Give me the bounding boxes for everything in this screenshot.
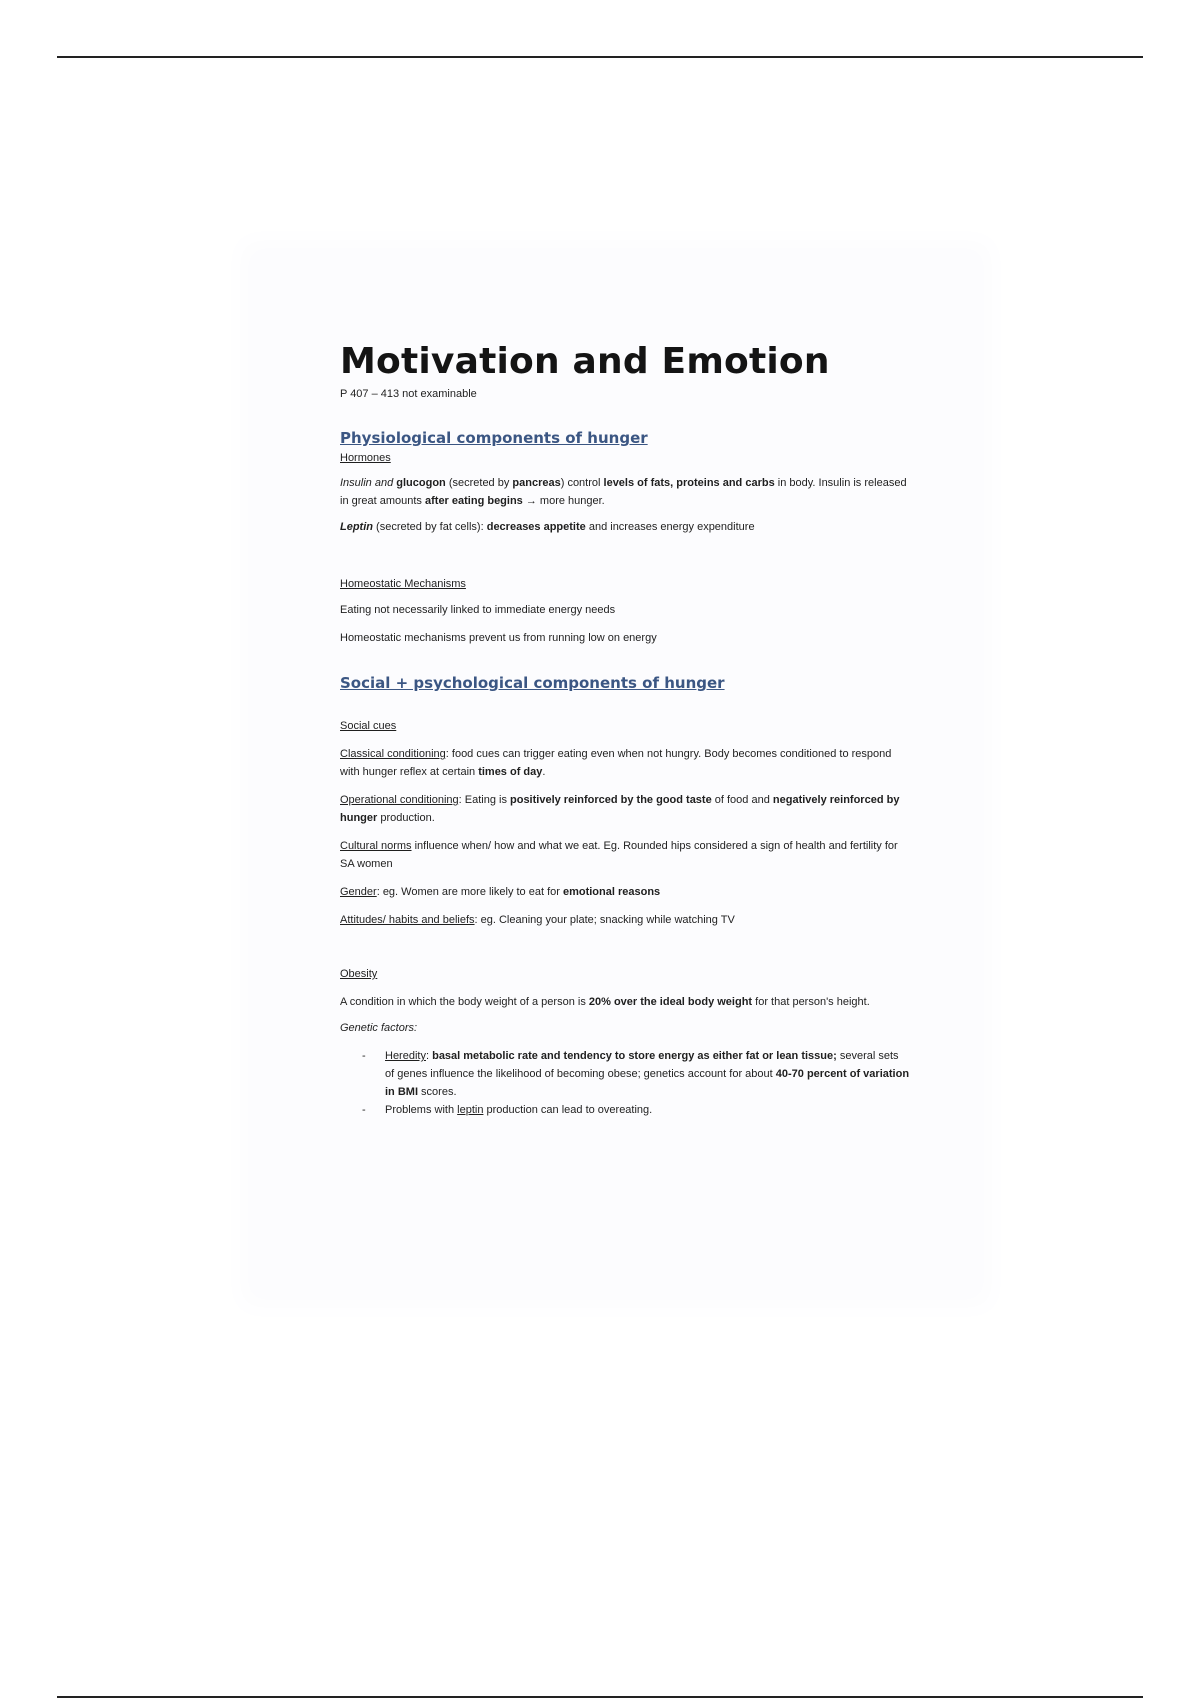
bottom-rule bbox=[57, 1696, 1143, 1698]
text-bold: times of day bbox=[478, 766, 543, 778]
text-span: scores. bbox=[418, 1086, 457, 1098]
leptin-paragraph bbox=[340, 518, 910, 536]
term-leptin: leptin bbox=[457, 1104, 484, 1116]
text-span: (secreted by fat cells): bbox=[373, 521, 487, 533]
text-bold: levels of fats, proteins and carbs bbox=[603, 477, 775, 489]
text-span: ) control bbox=[560, 477, 604, 489]
text-span: (secreted by bbox=[445, 477, 513, 489]
social-cues-label: Social cues bbox=[340, 720, 397, 732]
section-heading-physiological: Physiological components of hunger bbox=[340, 429, 648, 447]
text-bold: after eating begins bbox=[425, 495, 523, 507]
genetic-factors-label: Genetic factors: bbox=[340, 1022, 418, 1034]
text-span: : eg. Cleaning your plate; snacking while watching TV bbox=[474, 914, 735, 926]
document-title: Motivation and Emotion bbox=[340, 341, 830, 382]
text-span: : food cues can trigger eating even when not hungry. Body becomes conditioned to respond with hunger reflex at certain bbox=[340, 748, 892, 778]
section-heading-social: Social + psychological components of hunger bbox=[340, 674, 725, 692]
term-leptin: Leptin bbox=[340, 521, 373, 533]
obesity-definition bbox=[340, 993, 910, 1011]
term-insulin: Insulin bbox=[340, 477, 372, 489]
obesity-label: Obesity bbox=[340, 968, 378, 980]
term-cultural-norms: Cultural norms bbox=[340, 840, 412, 852]
term-attitudes: Attitudes/ habits and beliefs bbox=[340, 914, 475, 926]
text-bold: 20% over the ideal body weight bbox=[588, 996, 753, 1008]
text-bold: negatively reinforced by hunger bbox=[340, 794, 900, 824]
text-bold: emotional reasons bbox=[562, 886, 661, 898]
text-span: : Eating is bbox=[458, 794, 510, 806]
text-span: . bbox=[542, 766, 546, 778]
text-bold: basal metabolic rate and tendency to store energy as either fat or lean tissue; bbox=[432, 1050, 837, 1062]
hormones-label: Hormones bbox=[340, 452, 391, 464]
cultural-norms-paragraph bbox=[340, 837, 910, 873]
term-pancreas: pancreas bbox=[512, 477, 561, 489]
homeostatic-paragraph-1: Eating not necessarily linked to immediate energy needs bbox=[340, 604, 616, 616]
text-span: in body. Insulin is released in great amounts bbox=[340, 477, 907, 507]
text-span: : bbox=[425, 1050, 433, 1062]
attitudes-paragraph bbox=[340, 911, 910, 929]
term-heredity: Heredity bbox=[385, 1050, 426, 1062]
text-and: and bbox=[371, 477, 397, 489]
text-span: influence when/ how and what we eat. Eg. Rounded hips considered a sign of health and fertility for SA women bbox=[340, 840, 898, 870]
text-span: : eg. Women are more likely to eat for bbox=[376, 886, 563, 898]
genetic-factors-list bbox=[340, 1047, 910, 1119]
text-span: Problems with bbox=[385, 1104, 458, 1116]
term-gender: Gender bbox=[340, 886, 377, 898]
term-glucogon: glucogon bbox=[396, 477, 446, 489]
list-item bbox=[362, 1101, 910, 1119]
text-span: production can lead to overeating. bbox=[483, 1104, 653, 1116]
list-item bbox=[362, 1047, 910, 1101]
text-span: → more hunger. bbox=[522, 495, 605, 507]
section-social bbox=[340, 673, 910, 1119]
document-body bbox=[340, 340, 910, 1119]
document-subtitle: P 407 – 413 not examinable bbox=[340, 388, 477, 400]
term-operational-conditioning: Operational conditioning bbox=[340, 794, 459, 806]
classical-conditioning-paragraph bbox=[340, 745, 910, 781]
homeostatic-label: Homeostatic Mechanisms bbox=[340, 578, 466, 590]
text-span: and increases energy expenditure bbox=[585, 521, 755, 533]
homeostatic-paragraph-2: Homeostatic mechanisms prevent us from running low on energy bbox=[340, 632, 657, 644]
text-span: for that person's height. bbox=[752, 996, 870, 1008]
gender-paragraph bbox=[340, 883, 910, 901]
insulin-paragraph bbox=[340, 474, 910, 510]
text-span: several sets of genes influence the likelihood of becoming obese; genetics account for about bbox=[385, 1050, 899, 1080]
text-bold: decreases appetite bbox=[486, 521, 586, 533]
text-bold: positively reinforced by the good taste bbox=[510, 794, 712, 806]
section-physiological bbox=[340, 428, 910, 647]
text-span: of food and bbox=[711, 794, 773, 806]
top-rule bbox=[57, 56, 1143, 58]
text-span: production. bbox=[377, 812, 435, 824]
term-classical-conditioning: Classical conditioning bbox=[340, 748, 446, 760]
text-span: A condition in which the body weight of a person is bbox=[340, 996, 589, 1008]
operational-conditioning-paragraph bbox=[340, 791, 910, 827]
text-bold: 40-70 percent of variation in BMI bbox=[385, 1068, 910, 1098]
